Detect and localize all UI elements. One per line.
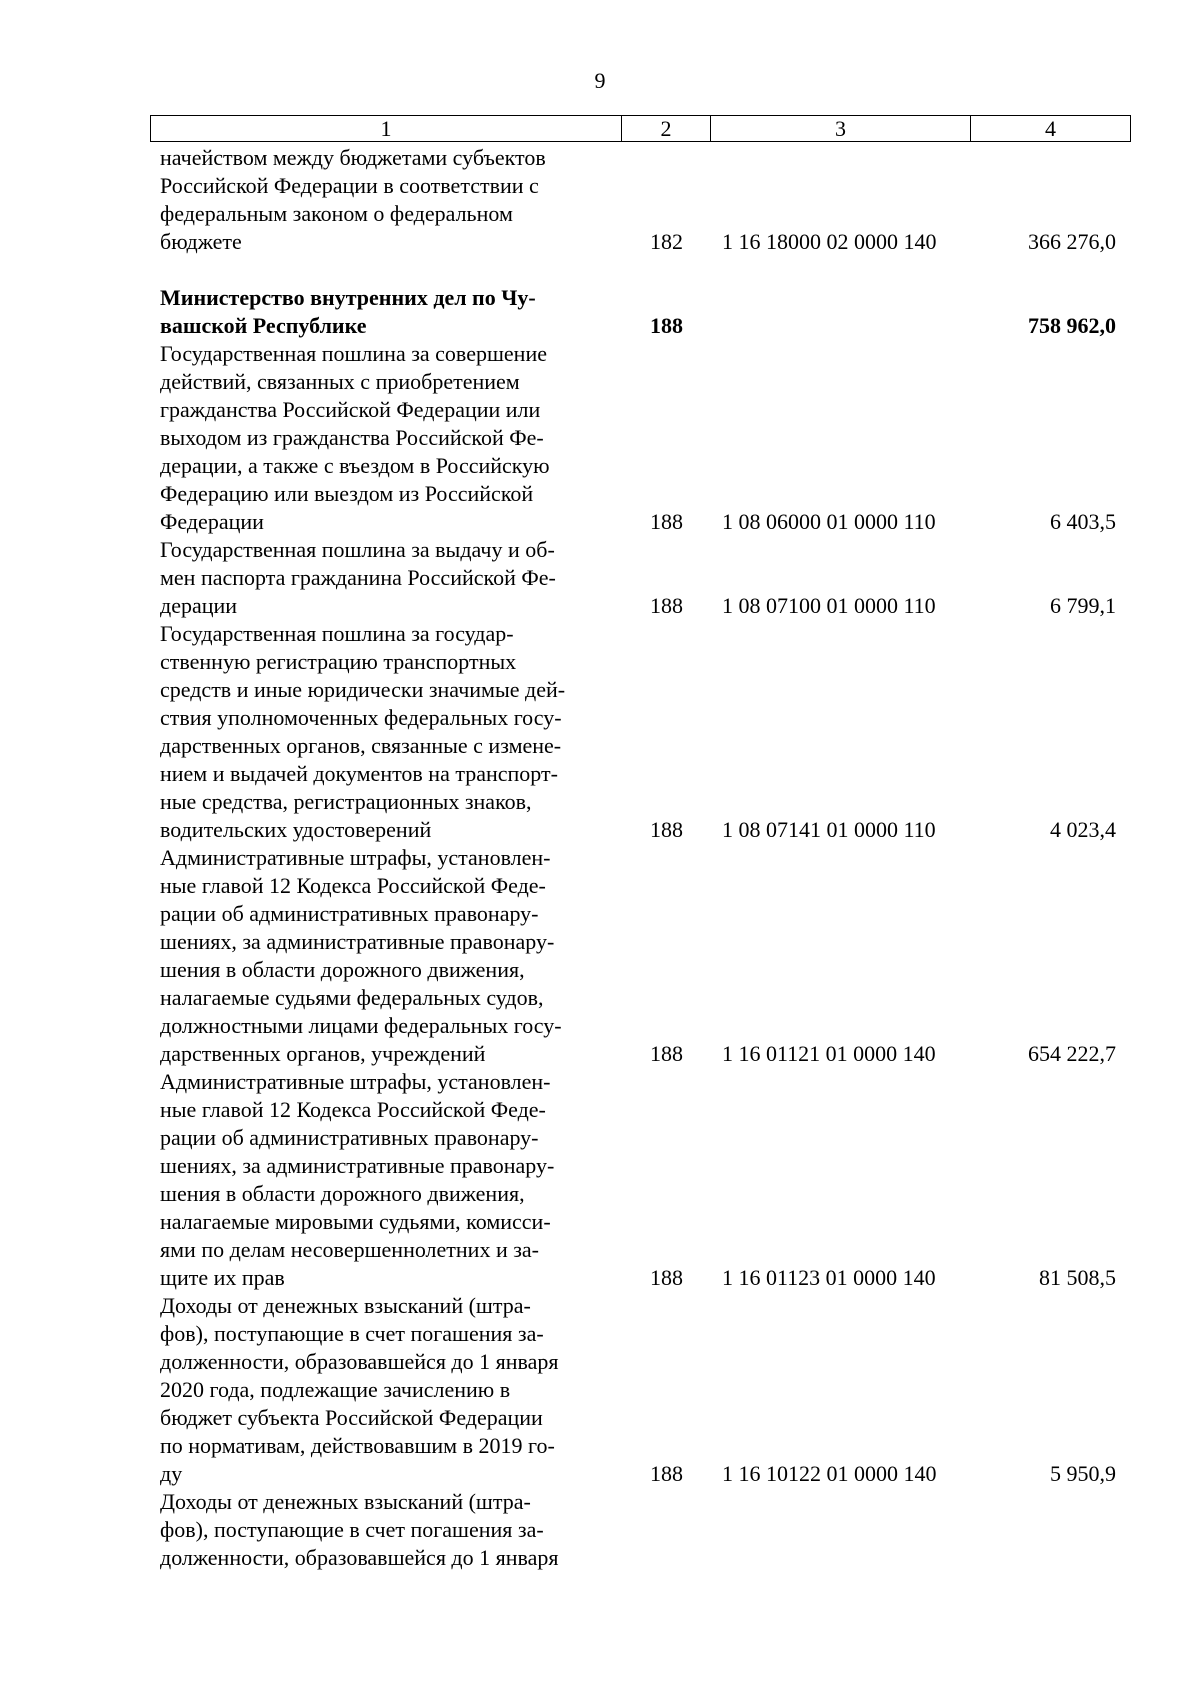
table-row	[0, 1068, 1200, 1292]
description-line: дерации, а также с въездом в Российскую	[160, 453, 550, 478]
amount: 6 799,1	[1050, 593, 1116, 618]
amount: 366 276,0	[1028, 229, 1116, 254]
amount: 758 962,0	[1028, 313, 1116, 338]
description-line: средств и иные юридически значимые дей-	[160, 677, 566, 702]
description-line: Российской Федерации в соответствии с	[160, 173, 539, 198]
table-row	[0, 1292, 1200, 1488]
description-line: бюджете	[160, 229, 242, 254]
description-line: рации об административных правонару-	[160, 1125, 539, 1150]
description-line: Федерацию или выездом из Российской	[160, 481, 534, 506]
row-description	[160, 144, 612, 256]
classification-code: 1 16 01123 01 0000 140	[722, 1265, 936, 1290]
description-line: ные главой 12 Кодекса Российской Феде-	[160, 873, 546, 898]
description-line: Административные штрафы, установлен-	[160, 845, 551, 870]
row-description	[160, 1488, 612, 1572]
table-row	[0, 340, 1200, 536]
description-line: мен паспорта гражданина Российской Фе-	[160, 565, 556, 590]
amount: 81 508,5	[1039, 1265, 1116, 1290]
description-line: Административные штрафы, установлен-	[160, 1069, 551, 1094]
row-description	[160, 340, 612, 536]
description-line: долженности, образовавшейся до 1 января	[160, 1545, 559, 1570]
description-line: ствия уполномоченных федеральных госу-	[160, 705, 562, 730]
admin-code: 188	[650, 509, 683, 534]
table-header	[150, 115, 1131, 142]
row-description	[160, 1068, 612, 1292]
description-line: по нормативам, действовавшим в 2019 го-	[160, 1433, 555, 1458]
description-line: дарственных органов, учреждений	[160, 1041, 486, 1066]
admin-code: 188	[650, 1461, 683, 1486]
description-line: шения в области дорожного движения,	[160, 1181, 525, 1206]
description-line: выходом из гражданства Российской Фе-	[160, 425, 544, 450]
table-body	[0, 144, 1200, 1572]
classification-code: 1 16 18000 02 0000 140	[722, 229, 937, 254]
description-line: Доходы от денежных взысканий (штра-	[160, 1489, 531, 1514]
description-line: гражданства Российской Федерации или	[160, 397, 541, 422]
description-line: шениях, за административные правонару-	[160, 1153, 555, 1178]
description-line: действий, связанных с приобретением	[160, 369, 520, 394]
description-line: Доходы от денежных взысканий (штра-	[160, 1293, 531, 1318]
description-line: дарственных органов, связанные с измене-	[160, 733, 562, 758]
table-row	[0, 844, 1200, 1068]
amount: 654 222,7	[1028, 1041, 1116, 1066]
description-line: водительских удостоверений	[160, 817, 432, 842]
table-row	[0, 620, 1200, 844]
row-description	[160, 620, 612, 844]
description-line: дерации	[160, 593, 238, 618]
description-line: ственную регистрацию транспортных	[160, 649, 517, 674]
description-line: фов), поступающие в счет погашения за-	[160, 1517, 544, 1542]
description-line: фов), поступающие в счет погашения за-	[160, 1321, 544, 1346]
description-line: должностными лицами федеральных госу-	[160, 1013, 562, 1038]
description-line: Государственная пошлина за государ-	[160, 621, 514, 646]
description-line: налагаемые мировыми судьями, комисси-	[160, 1209, 551, 1234]
classification-code: 1 08 06000 01 0000 110	[722, 509, 936, 534]
description-line: начейством между бюджетами субъектов	[160, 145, 546, 170]
amount: 6 403,5	[1050, 509, 1116, 534]
table-row	[0, 284, 1200, 340]
header-col-2: 2	[622, 116, 711, 142]
description-line: Министерство внутренних дел по Чу-	[160, 285, 536, 310]
admin-code: 188	[650, 313, 683, 338]
classification-code: 1 16 10122 01 0000 140	[722, 1461, 937, 1486]
row-description	[160, 284, 612, 340]
description-line: ями по делам несовершеннолетних и за-	[160, 1237, 540, 1262]
table-row	[0, 144, 1200, 256]
admin-code: 188	[650, 1265, 683, 1290]
description-line: Государственная пошлина за совершение	[160, 341, 547, 366]
admin-code: 188	[650, 1041, 683, 1066]
classification-code: 1 16 01121 01 0000 140	[722, 1041, 936, 1066]
amount: 5 950,9	[1050, 1461, 1116, 1486]
row-description	[160, 536, 612, 620]
admin-code: 188	[650, 817, 683, 842]
admin-code: 182	[650, 229, 683, 254]
description-line: вашской Республике	[160, 313, 367, 338]
description-line: ные главой 12 Кодекса Российской Феде-	[160, 1097, 546, 1122]
description-line: 2020 года, подлежащие зачислению в	[160, 1377, 511, 1402]
page-number: 9	[594, 68, 606, 93]
description-line: налагаемые судьями федеральных судов,	[160, 985, 544, 1010]
description-line: ду	[160, 1461, 183, 1486]
row-description	[160, 1292, 612, 1488]
description-line: Государственная пошлина за выдачу и об-	[160, 537, 555, 562]
row-description	[160, 844, 612, 1068]
classification-code: 1 08 07100 01 0000 110	[722, 593, 936, 618]
table-row	[0, 1488, 1200, 1572]
description-line: щите их прав	[160, 1265, 285, 1290]
header-col-1: 1	[151, 116, 622, 142]
description-line: нием и выдачей документов на транспорт-	[160, 761, 558, 786]
admin-code: 188	[650, 593, 683, 618]
description-line: бюджет субъекта Российской Федерации	[160, 1405, 543, 1430]
description-line: ные средства, регистрационных знаков,	[160, 789, 532, 814]
amount: 4 023,4	[1050, 817, 1116, 842]
classification-code: 1 08 07141 01 0000 110	[722, 817, 936, 842]
description-line: шениях, за административные правонару-	[160, 929, 555, 954]
description-line: долженности, образовавшейся до 1 января	[160, 1349, 559, 1374]
description-line: федеральным законом о федеральном	[160, 201, 513, 226]
table-row	[0, 536, 1200, 620]
description-line: шения в области дорожного движения,	[160, 957, 525, 982]
header-col-3: 3	[711, 116, 971, 142]
description-line: рации об административных правонару-	[160, 901, 539, 926]
header-col-4: 4	[971, 116, 1131, 142]
description-line: Федерации	[160, 509, 264, 534]
